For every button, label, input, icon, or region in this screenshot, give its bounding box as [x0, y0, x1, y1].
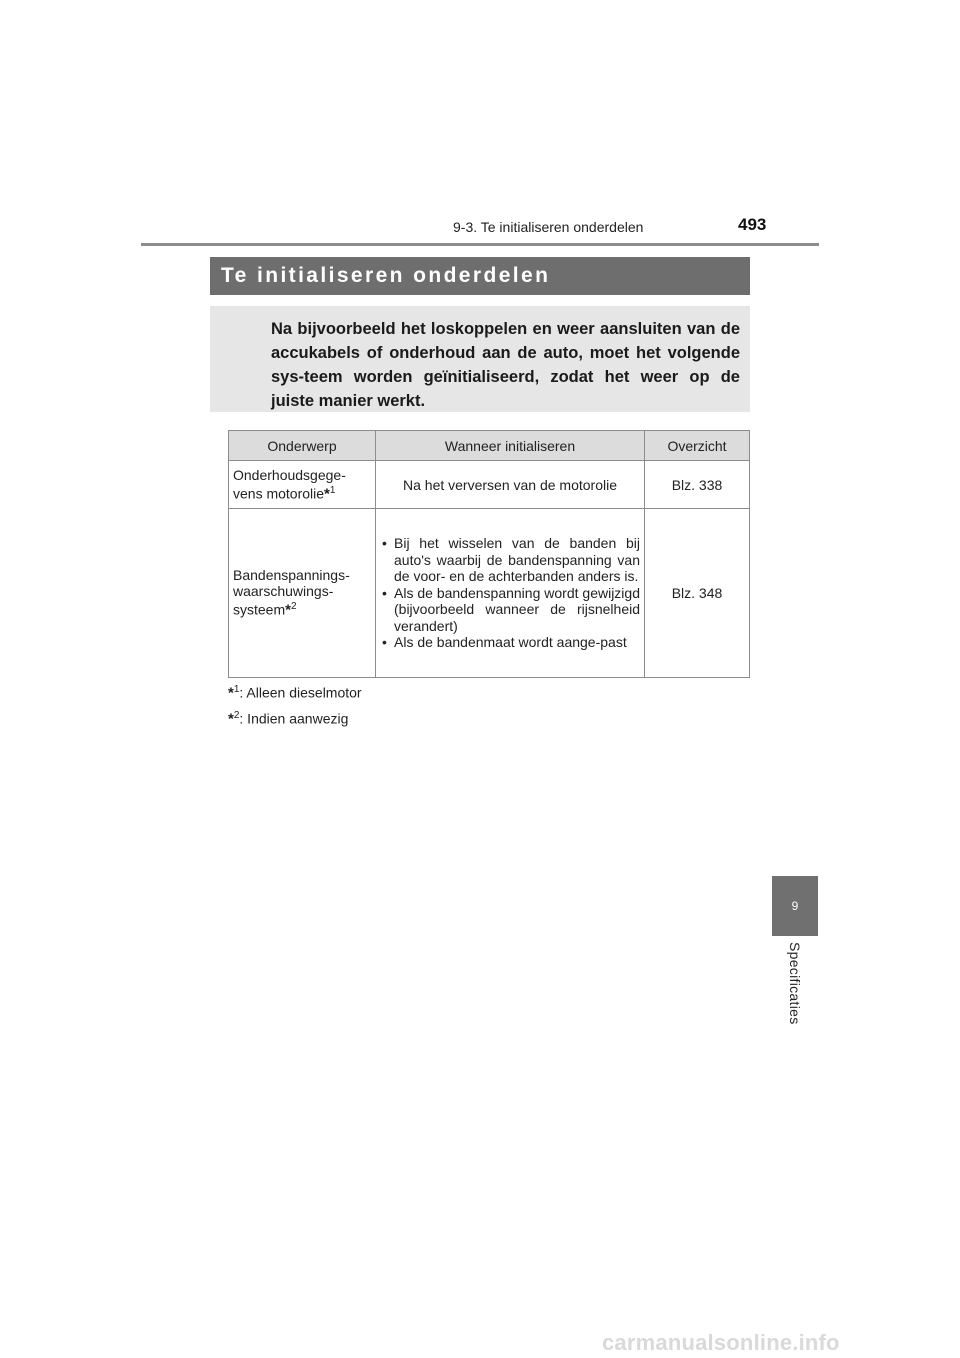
- footnote-marker: *: [285, 601, 291, 619]
- table-row: [229, 509, 750, 678]
- footnote-2: [228, 710, 348, 728]
- footnote-number: 2: [290, 601, 297, 613]
- when-list: [380, 535, 640, 651]
- chapter-number: 9: [791, 899, 799, 913]
- column-header-subject: Onderwerp: [229, 431, 376, 461]
- footnote-number: 2: [233, 710, 240, 721]
- column-header-overview: Overzicht: [645, 431, 750, 461]
- footnote-text: : Alleen dieselmotor: [239, 684, 362, 701]
- list-item: • Bij het wisselen van de banden bij auto's waarbij de bandenspanning van de voor- en de achterbanden anders is.: [380, 535, 640, 585]
- list-item: • Als de bandenmaat wordt aange-past: [380, 634, 640, 651]
- table-row: [229, 461, 750, 509]
- cell-overview: Blz. 348: [645, 509, 750, 678]
- cell-overview: Blz. 338: [645, 461, 750, 509]
- section-title: Te initialiseren onderdelen: [221, 264, 551, 287]
- list-item: • Als de bandenspanning wordt gewijzigd (bijvoorbeeld wanneer de rijsnelheid verandert): [380, 585, 640, 635]
- table-header-row: [229, 431, 750, 461]
- intro-text: Na bijvoorbeeld het loskoppelen en weer aansluiten van de accukabels of onderhoud aan de auto, moet het volgende sys-teem worden geïnitialiseerd, zodat het weer op de juiste manier werkt.: [271, 320, 740, 410]
- cell-subject: [229, 461, 376, 509]
- watermark: carmanualsonline.info: [602, 1330, 840, 1355]
- chapter-label-wrapper: [772, 942, 818, 1032]
- footnote-number: 1: [233, 684, 240, 695]
- section-title-bar: [210, 257, 750, 295]
- subject-text: Onderhoudsgege-vens motorolie: [233, 466, 346, 502]
- subject-text: Bandenspannings-waarschuwings-systeem: [233, 567, 350, 618]
- initialization-table: [228, 430, 750, 678]
- chapter-tab: [772, 876, 818, 936]
- footnote-1: [228, 684, 362, 702]
- intro-box: [210, 306, 750, 412]
- chapter-label: Specificaties: [787, 942, 803, 1025]
- running-header-section: 9-3. Te initialiseren onderdelen: [453, 219, 644, 235]
- footnote-marker: *: [228, 710, 234, 728]
- header-divider: [141, 243, 819, 246]
- footnote-text: : Indien aanwezig: [239, 710, 349, 727]
- cell-subject: [229, 509, 376, 678]
- cell-when: [376, 509, 645, 678]
- cell-when: Na het verversen van de motorolie: [376, 461, 645, 509]
- footnote-marker: *: [228, 684, 234, 702]
- page-number: 493: [738, 215, 767, 234]
- footnote-number: 1: [329, 484, 336, 496]
- column-header-when: Wanneer initialiseren: [376, 431, 645, 461]
- footnote-marker: *: [324, 485, 330, 503]
